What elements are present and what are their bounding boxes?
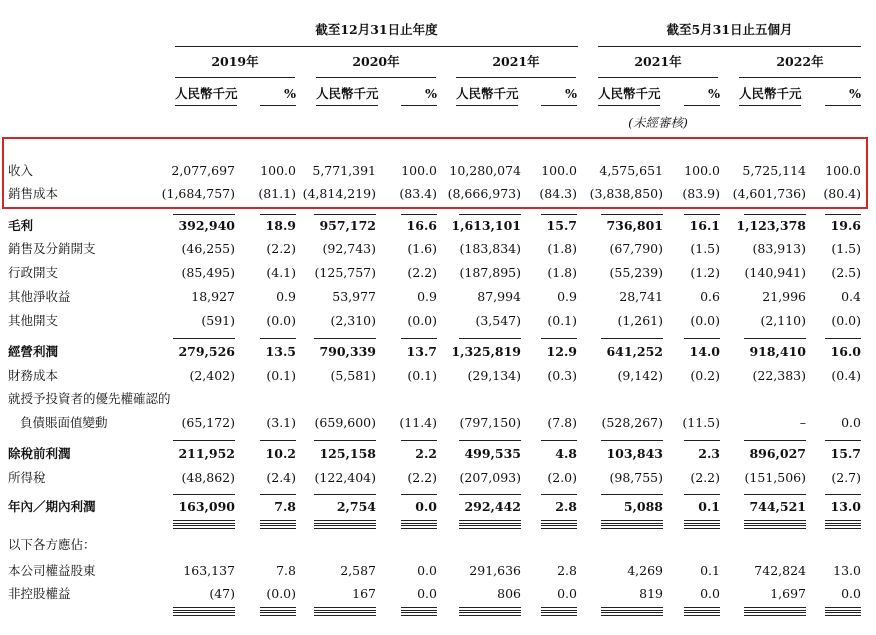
cell-value: (122,404) bbox=[314, 470, 376, 485]
cell-percent: 100.0 bbox=[684, 163, 720, 178]
cell-percent: (0.1) bbox=[407, 368, 437, 383]
row-label: 就授予投資者的優先權確認的 bbox=[8, 391, 171, 406]
cell-percent: (83.9) bbox=[682, 186, 720, 201]
cell-value: (659,600) bbox=[314, 415, 376, 430]
cell-value: (22,383) bbox=[752, 368, 806, 383]
cell-value: (92,743) bbox=[322, 241, 376, 256]
total-double-rule bbox=[173, 525, 235, 529]
cell-percent: (11.5) bbox=[682, 415, 720, 430]
cell-percent: 0.9 bbox=[417, 289, 437, 304]
cell-value: 163,137 bbox=[183, 563, 235, 578]
total-double-rule bbox=[314, 612, 376, 616]
cell-percent: (1.8) bbox=[547, 265, 577, 280]
subtotal-rule bbox=[173, 494, 235, 495]
row-label: 本公司權益股東 bbox=[8, 563, 96, 578]
subtotal-rule bbox=[401, 494, 437, 495]
total-double-rule bbox=[459, 520, 521, 524]
cell-value: – bbox=[799, 415, 806, 430]
total-double-rule bbox=[744, 520, 806, 524]
total-double-rule bbox=[541, 612, 577, 616]
subtotal-rule bbox=[260, 214, 296, 215]
total-double-rule bbox=[825, 525, 861, 529]
cell-percent: (2.0) bbox=[547, 470, 577, 485]
cell-percent: (1.6) bbox=[407, 241, 437, 256]
cell-percent: 0.0 bbox=[417, 563, 437, 578]
header-year: 2021年 bbox=[492, 54, 540, 69]
cell-percent: (81.1) bbox=[258, 186, 296, 201]
total-double-rule bbox=[260, 525, 296, 529]
cell-value: 5,725,114 bbox=[742, 163, 806, 178]
cell-value: 211,952 bbox=[178, 446, 235, 461]
total-double-rule bbox=[260, 607, 296, 611]
total-double-rule bbox=[825, 612, 861, 616]
cell-value: 806 bbox=[497, 586, 521, 601]
cell-percent: (0.0) bbox=[266, 586, 296, 601]
cell-value: (187,895) bbox=[459, 265, 521, 280]
subtotal-rule bbox=[825, 494, 861, 495]
cell-value: (2,402) bbox=[189, 368, 235, 383]
row-label: 以下各方應佔： bbox=[8, 537, 96, 552]
total-double-rule bbox=[173, 607, 235, 611]
subtotal-rule bbox=[825, 214, 861, 215]
subtotal-rule bbox=[744, 338, 806, 339]
cell-percent: (3.1) bbox=[266, 415, 296, 430]
header-col-rule bbox=[684, 105, 720, 106]
cell-percent: (84.3) bbox=[539, 186, 577, 201]
subtotal-rule bbox=[260, 440, 296, 441]
header-rmb-label: 人民幣千元 bbox=[739, 86, 802, 101]
cell-percent: (2.4) bbox=[266, 470, 296, 485]
cell-percent: 100.0 bbox=[541, 163, 577, 178]
cell-percent: (4.1) bbox=[266, 265, 296, 280]
header-pct-label: % bbox=[284, 86, 296, 101]
cell-value: 742,824 bbox=[754, 563, 806, 578]
cell-value: (1,261) bbox=[617, 313, 663, 328]
cell-value: (83,913) bbox=[752, 241, 806, 256]
cell-value: (207,093) bbox=[459, 470, 521, 485]
cell-percent: 16.1 bbox=[689, 218, 720, 233]
cell-percent: 10.2 bbox=[265, 446, 296, 461]
cell-percent: 13.5 bbox=[265, 344, 296, 359]
row-label: 所得稅 bbox=[8, 470, 46, 485]
cell-percent: (0.0) bbox=[407, 313, 437, 328]
cell-value: (46,255) bbox=[181, 241, 235, 256]
header-year-rule bbox=[175, 77, 295, 78]
row-label: 非控股權益 bbox=[8, 586, 71, 601]
cell-value: (528,267) bbox=[601, 415, 663, 430]
subtotal-rule bbox=[260, 338, 296, 339]
cell-percent: (7.8) bbox=[547, 415, 577, 430]
cell-value: (5,581) bbox=[330, 368, 376, 383]
row-label: 其他開支 bbox=[8, 313, 59, 328]
cell-percent: (83.4) bbox=[399, 186, 437, 201]
header-col-rule bbox=[541, 105, 577, 106]
header-year-rule bbox=[456, 77, 576, 78]
header-pct-label: % bbox=[849, 86, 861, 101]
cell-value: 292,442 bbox=[464, 499, 521, 514]
cell-percent: 19.6 bbox=[830, 218, 861, 233]
cell-value: (1,684,757) bbox=[161, 186, 235, 201]
header-rmb-label: 人民幣千元 bbox=[598, 86, 661, 101]
cell-value: (98,755) bbox=[609, 470, 663, 485]
cell-value: 1,325,819 bbox=[451, 344, 521, 359]
cell-value: 2,077,697 bbox=[171, 163, 235, 178]
total-double-rule bbox=[260, 520, 296, 524]
unaudited-note: (未經審核) bbox=[628, 115, 688, 130]
cell-value: (125,757) bbox=[314, 265, 376, 280]
subtotal-rule bbox=[825, 440, 861, 441]
total-double-rule bbox=[401, 520, 437, 524]
cell-percent: (0.1) bbox=[547, 313, 577, 328]
cell-percent: 18.9 bbox=[265, 218, 296, 233]
subtotal-rule bbox=[401, 338, 437, 339]
row-label: 行政開支 bbox=[8, 265, 59, 280]
cell-value: 87,994 bbox=[477, 289, 521, 304]
subtotal-rule bbox=[601, 214, 663, 215]
subtotal-rule bbox=[541, 440, 577, 441]
cell-value: 5,771,391 bbox=[312, 163, 376, 178]
cell-percent: (0.3) bbox=[547, 368, 577, 383]
cell-percent: 100.0 bbox=[401, 163, 437, 178]
total-double-rule bbox=[314, 525, 376, 529]
cell-percent: (0.2) bbox=[690, 368, 720, 383]
total-double-rule bbox=[601, 520, 663, 524]
row-label: 銷售成本 bbox=[8, 186, 59, 201]
cell-percent: (11.4) bbox=[399, 415, 437, 430]
cell-value: (47) bbox=[209, 586, 235, 601]
cell-percent: 0.6 bbox=[700, 289, 720, 304]
cell-percent: 4.8 bbox=[555, 446, 577, 461]
subtotal-rule bbox=[684, 440, 720, 441]
header-pct-label: % bbox=[708, 86, 720, 101]
total-double-rule bbox=[825, 607, 861, 611]
cell-value: 1,123,378 bbox=[736, 218, 806, 233]
subtotal-rule bbox=[601, 494, 663, 495]
row-label: 其他淨收益 bbox=[8, 289, 71, 304]
subtotal-rule bbox=[684, 494, 720, 495]
subtotal-rule bbox=[401, 214, 437, 215]
cell-percent: 0.9 bbox=[276, 289, 296, 304]
subtotal-rule bbox=[744, 440, 806, 441]
subtotal-rule bbox=[825, 338, 861, 339]
subtotal-rule bbox=[601, 440, 663, 441]
cell-value: (591) bbox=[201, 313, 235, 328]
cell-percent: (0.0) bbox=[831, 313, 861, 328]
cell-percent: 0.0 bbox=[841, 586, 861, 601]
header-rmb-label: 人民幣千元 bbox=[175, 86, 238, 101]
cell-percent: 0.0 bbox=[417, 586, 437, 601]
total-double-rule bbox=[401, 612, 437, 616]
subtotal-rule bbox=[314, 494, 376, 495]
cell-value: 53,977 bbox=[332, 289, 376, 304]
header-col-rule bbox=[260, 105, 296, 106]
cell-percent: (1.5) bbox=[690, 241, 720, 256]
cell-value: (3,838,850) bbox=[589, 186, 663, 201]
header-col-rule bbox=[825, 105, 861, 106]
cell-value: 790,339 bbox=[319, 344, 376, 359]
cell-percent: 13.0 bbox=[830, 499, 861, 514]
cell-percent: 16.6 bbox=[406, 218, 437, 233]
subtotal-rule bbox=[601, 338, 663, 339]
cell-value: (4,601,736) bbox=[732, 186, 806, 201]
cell-percent: (2.2) bbox=[266, 241, 296, 256]
cell-value: (797,150) bbox=[459, 415, 521, 430]
cell-percent: (0.1) bbox=[266, 368, 296, 383]
cell-percent: (1.8) bbox=[547, 241, 577, 256]
header-year: 2020年 bbox=[352, 54, 400, 69]
total-double-rule bbox=[601, 607, 663, 611]
cell-percent: (80.4) bbox=[823, 186, 861, 201]
cell-value: (2,310) bbox=[330, 313, 376, 328]
cell-percent: 0.1 bbox=[698, 499, 720, 514]
cell-value: (2,110) bbox=[760, 313, 806, 328]
subtotal-rule bbox=[541, 494, 577, 495]
row-label: 除稅前利潤 bbox=[8, 446, 71, 461]
subtotal-rule bbox=[744, 494, 806, 495]
cell-percent: 15.7 bbox=[830, 446, 861, 461]
cell-percent: (2.2) bbox=[690, 470, 720, 485]
header-col-rule bbox=[456, 105, 518, 106]
cell-value: 18,927 bbox=[191, 289, 235, 304]
cell-value: 10,280,074 bbox=[449, 163, 521, 178]
total-double-rule bbox=[744, 525, 806, 529]
cell-value: 167 bbox=[352, 586, 376, 601]
cell-percent: 15.7 bbox=[546, 218, 577, 233]
header-group-period-rule bbox=[598, 46, 861, 47]
cell-percent: 13.0 bbox=[833, 563, 861, 578]
cell-value: 2,754 bbox=[336, 499, 376, 514]
header-rmb-label: 人民幣千元 bbox=[456, 86, 519, 101]
cell-value: 744,521 bbox=[749, 499, 806, 514]
header-col-rule bbox=[739, 105, 801, 106]
cell-percent: (1.2) bbox=[690, 265, 720, 280]
cell-percent: 100.0 bbox=[825, 163, 861, 178]
cell-value: 392,940 bbox=[178, 218, 235, 233]
cell-percent: (1.5) bbox=[831, 241, 861, 256]
header-col-rule bbox=[401, 105, 437, 106]
subtotal-rule bbox=[541, 338, 577, 339]
cell-percent: (0.0) bbox=[266, 313, 296, 328]
cell-value: (151,506) bbox=[744, 470, 806, 485]
header-rmb-label: 人民幣千元 bbox=[316, 86, 379, 101]
header-year: 2019年 bbox=[211, 54, 259, 69]
cell-value: (4,814,219) bbox=[302, 186, 376, 201]
subtotal-rule bbox=[459, 440, 521, 441]
cell-value: 5,088 bbox=[623, 499, 663, 514]
header-col-rule bbox=[598, 105, 660, 106]
subtotal-rule bbox=[314, 214, 376, 215]
cell-value: (140,941) bbox=[744, 265, 806, 280]
cell-percent: 0.0 bbox=[841, 415, 861, 430]
cell-percent: 0.1 bbox=[700, 563, 720, 578]
cell-value: 279,526 bbox=[178, 344, 235, 359]
cell-percent: 16.0 bbox=[830, 344, 861, 359]
cell-percent: (2.5) bbox=[831, 265, 861, 280]
total-double-rule bbox=[541, 520, 577, 524]
total-double-rule bbox=[314, 520, 376, 524]
subtotal-rule bbox=[459, 338, 521, 339]
cell-percent: 0.0 bbox=[700, 586, 720, 601]
total-double-rule bbox=[684, 612, 720, 616]
cell-percent: (2.7) bbox=[831, 470, 861, 485]
cell-percent: 13.7 bbox=[406, 344, 437, 359]
cell-value: (85,495) bbox=[181, 265, 235, 280]
cell-value: (48,862) bbox=[181, 470, 235, 485]
cell-value: 736,801 bbox=[606, 218, 663, 233]
header-year-rule bbox=[598, 77, 718, 78]
cell-value: 163,090 bbox=[178, 499, 235, 514]
header-year-rule bbox=[739, 77, 861, 78]
row-label: 銷售及分銷開支 bbox=[8, 241, 96, 256]
row-label: 負債賬面值變動 bbox=[20, 415, 108, 430]
cell-value: 1,613,101 bbox=[451, 218, 521, 233]
subtotal-rule bbox=[314, 440, 376, 441]
cell-value: (65,172) bbox=[181, 415, 235, 430]
total-double-rule bbox=[459, 525, 521, 529]
row-label: 年內／期內利潤 bbox=[8, 499, 96, 514]
cell-value: (8,666,973) bbox=[447, 186, 521, 201]
cell-value: 28,741 bbox=[619, 289, 663, 304]
total-double-rule bbox=[684, 607, 720, 611]
cell-value: 4,269 bbox=[627, 563, 663, 578]
cell-value: 4,575,651 bbox=[599, 163, 663, 178]
cell-percent: (2.2) bbox=[407, 265, 437, 280]
row-label: 財務成本 bbox=[8, 368, 59, 383]
total-double-rule bbox=[459, 607, 521, 611]
subtotal-rule bbox=[173, 338, 235, 339]
header-pct-label: % bbox=[565, 86, 577, 101]
cell-value: 291,636 bbox=[469, 563, 521, 578]
cell-percent: 0.9 bbox=[557, 289, 577, 304]
cell-percent: 2.2 bbox=[415, 446, 437, 461]
total-double-rule bbox=[601, 612, 663, 616]
subtotal-rule bbox=[459, 494, 521, 495]
cell-value: 1,697 bbox=[770, 586, 806, 601]
subtotal-rule bbox=[401, 440, 437, 441]
total-double-rule bbox=[825, 520, 861, 524]
cell-percent: (2.2) bbox=[407, 470, 437, 485]
subtotal-rule bbox=[684, 214, 720, 215]
total-double-rule bbox=[601, 525, 663, 529]
header-col-rule bbox=[175, 105, 237, 106]
cell-percent: 100.0 bbox=[260, 163, 296, 178]
total-double-rule bbox=[459, 612, 521, 616]
subtotal-rule bbox=[173, 440, 235, 441]
cell-percent: (0.0) bbox=[690, 313, 720, 328]
cell-value: (3,547) bbox=[475, 313, 521, 328]
header-group-year-rule bbox=[175, 46, 578, 47]
total-double-rule bbox=[541, 607, 577, 611]
cell-percent: 0.0 bbox=[415, 499, 437, 514]
cell-value: 918,410 bbox=[749, 344, 806, 359]
total-double-rule bbox=[314, 607, 376, 611]
cell-percent: 2.3 bbox=[698, 446, 720, 461]
subtotal-rule bbox=[314, 338, 376, 339]
cell-percent: 7.8 bbox=[276, 563, 296, 578]
cell-percent: 2.8 bbox=[557, 563, 577, 578]
cell-percent: 0.4 bbox=[841, 289, 861, 304]
header-group-year: 截至12月31日止年度 bbox=[315, 22, 438, 37]
cell-percent: 0.0 bbox=[557, 586, 577, 601]
cell-percent: 7.8 bbox=[274, 499, 296, 514]
cell-value: (183,834) bbox=[459, 241, 521, 256]
total-double-rule bbox=[684, 525, 720, 529]
row-label: 毛利 bbox=[8, 218, 34, 233]
subtotal-rule bbox=[744, 214, 806, 215]
total-double-rule bbox=[173, 520, 235, 524]
subtotal-rule bbox=[260, 494, 296, 495]
cell-value: (67,790) bbox=[609, 241, 663, 256]
subtotal-rule bbox=[459, 214, 521, 215]
cell-value: (55,239) bbox=[609, 265, 663, 280]
cell-percent: 14.0 bbox=[689, 344, 720, 359]
row-label: 經營利潤 bbox=[8, 344, 59, 359]
subtotal-rule bbox=[684, 338, 720, 339]
cell-percent: (0.4) bbox=[831, 368, 861, 383]
cell-value: 819 bbox=[639, 586, 663, 601]
cell-percent: 2.8 bbox=[555, 499, 577, 514]
cell-value: 103,843 bbox=[606, 446, 663, 461]
cell-value: 21,996 bbox=[762, 289, 806, 304]
cell-value: 896,027 bbox=[749, 446, 806, 461]
cell-percent: 12.9 bbox=[546, 344, 577, 359]
header-group-period: 截至5月31日止五個月 bbox=[666, 22, 793, 37]
cell-value: 125,158 bbox=[319, 446, 376, 461]
cell-value: 2,587 bbox=[340, 563, 376, 578]
total-double-rule bbox=[401, 525, 437, 529]
total-double-rule bbox=[541, 525, 577, 529]
subtotal-rule bbox=[173, 214, 235, 215]
cell-value: 641,252 bbox=[606, 344, 663, 359]
total-double-rule bbox=[173, 612, 235, 616]
total-double-rule bbox=[744, 612, 806, 616]
subtotal-rule bbox=[541, 214, 577, 215]
header-pct-label: % bbox=[425, 86, 437, 101]
cell-value: 499,535 bbox=[464, 446, 521, 461]
cell-value: (9,142) bbox=[617, 368, 663, 383]
total-double-rule bbox=[401, 607, 437, 611]
header-year: 2021年 bbox=[634, 54, 682, 69]
total-double-rule bbox=[260, 612, 296, 616]
header-year-rule bbox=[316, 77, 436, 78]
header-col-rule bbox=[316, 105, 378, 106]
total-double-rule bbox=[744, 607, 806, 611]
header-year: 2022年 bbox=[776, 54, 824, 69]
row-label: 收入 bbox=[8, 163, 34, 178]
total-double-rule bbox=[684, 520, 720, 524]
cell-value: (29,134) bbox=[467, 368, 521, 383]
cell-value: 957,172 bbox=[319, 218, 376, 233]
